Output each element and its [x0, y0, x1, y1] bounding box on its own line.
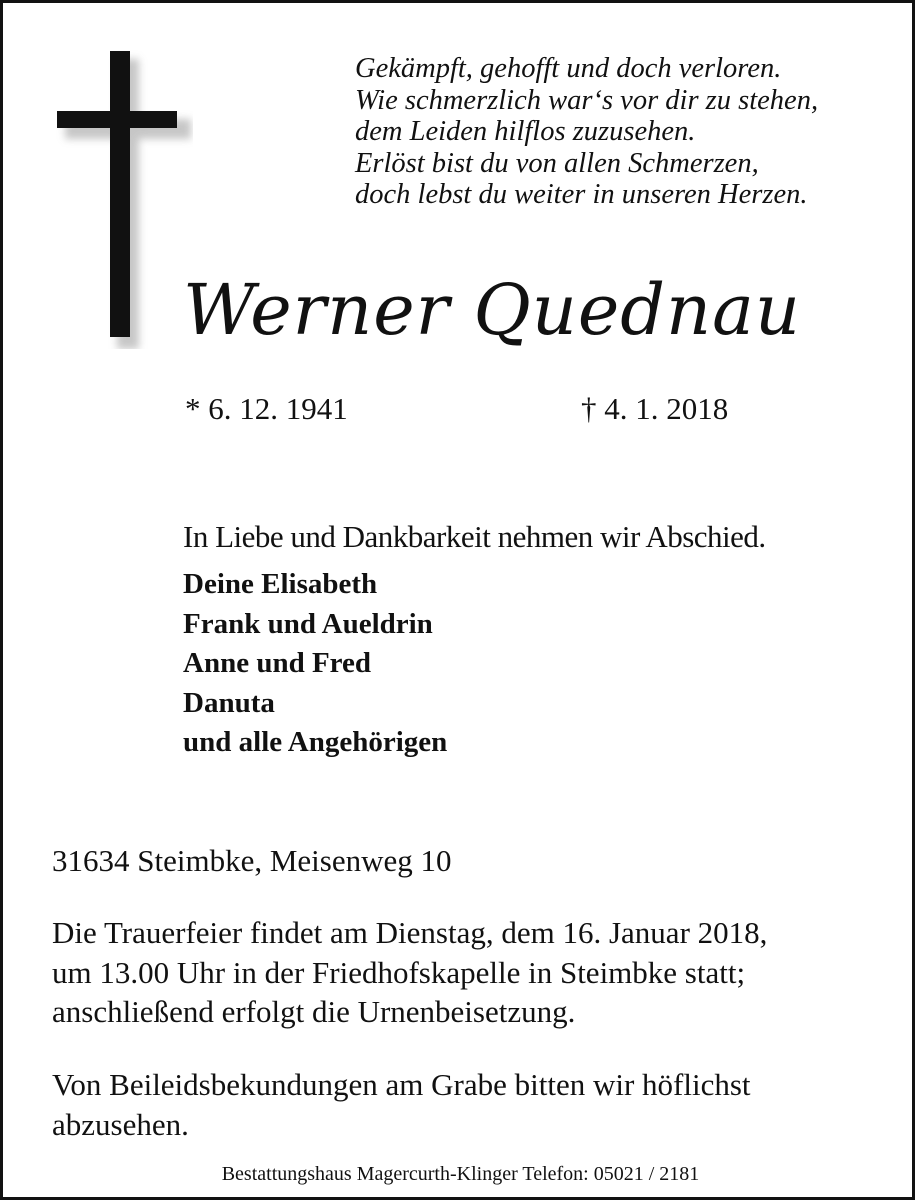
- service-info: [52, 913, 892, 1032]
- poem-line: doch lebst du weiter in unseren Herzen.: [355, 179, 808, 210]
- poem-line: Erlöst bist du von allen Schmerzen,: [355, 147, 759, 179]
- poem-line: Gekämpft, gehofft und doch verloren.: [355, 53, 782, 84]
- mourners-list: [183, 565, 447, 763]
- latin-cross-icon: [53, 49, 193, 349]
- mourner: Frank und Aueldrin: [183, 607, 433, 640]
- condolence-note: [52, 1065, 892, 1144]
- death-date: † 4. 1. 2018: [581, 391, 729, 426]
- mourner: und alle Angehörigen: [183, 726, 448, 758]
- condolence-line: abzusehen.: [52, 1106, 189, 1142]
- condolence-line: Von Beileidsbekundungen am Grabe bitten wir höflichst: [52, 1067, 751, 1102]
- address: 31634 Steimbke, Meisenweg 10: [52, 843, 452, 878]
- service-line: Die Trauerfeier findet am Dienstag, dem 16. Januar 2018,: [52, 915, 768, 950]
- service-line: anschließend erfolgt die Urnenbeisetzung.: [52, 994, 576, 1029]
- mourner: Anne und Fred: [183, 647, 372, 679]
- farewell-text: In Liebe und Dankbarkeit nehmen wir Abschied.: [183, 519, 766, 554]
- funeral-home-footer: Bestattungshaus Magercurth-Klinger Telefon: 05021 / 2181: [221, 1163, 700, 1185]
- birth-date: * 6. 12. 1941: [185, 391, 348, 426]
- mourner: Deine Elisabeth: [183, 568, 378, 600]
- deceased-name: Werner Quednau: [183, 269, 801, 351]
- poem-line: dem Leiden hilflos zuzusehen.: [355, 116, 696, 147]
- poem: [355, 53, 895, 211]
- mourner: Danuta: [183, 686, 275, 719]
- poem-line: Wie schmerzlich war‘s vor dir zu stehen,: [355, 84, 819, 116]
- cross-shape: [57, 51, 177, 337]
- service-line: um 13.00 Uhr in der Friedhofskapelle in Steimbke statt;: [52, 954, 746, 990]
